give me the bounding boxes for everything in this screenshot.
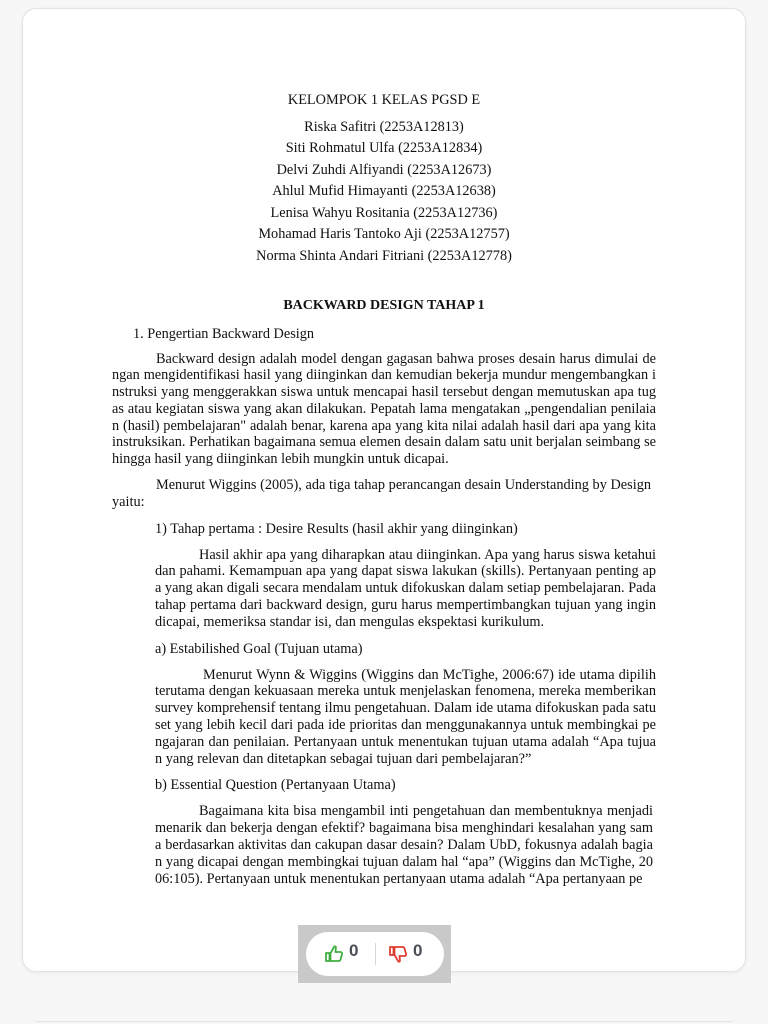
paragraph-wiggins: Menurut Wiggins (2005), ada tiga tahap perancangan desain Understanding by Design yaitu:: [112, 477, 651, 510]
subheading-goal: a) Estabilished Goal (Tujuan utama): [155, 640, 363, 657]
vote-bar: [298, 925, 451, 983]
section-title: BACKWARD DESIGN TAHAP 1: [283, 298, 485, 313]
paragraph-question: Bagaimana kita bisa mengambil inti pengetahuan dan membentuknya menjadi menarik dan bekerja dengan efektif? bagaimana bisa menghindari kesalahan yang sama berdasarkan aktivitas dan cakupan dasar desain? Dalam UbD, fokusnya adalah bagian yang dicapai dengan membingkai tujuan dalam hal “apa” (Wiggins dan McTighe, 2006:105). Pertanyaan untuk menentukan pertanyaan utama adalah “Apa pertanyaan pe: [155, 803, 653, 887]
thumbs-up-icon: [324, 945, 344, 963]
member-name: Delvi Zuhdi Alfiyandi (2253A12673): [276, 161, 492, 178]
stage-heading: 1) Tahap pertama : Desire Results (hasil akhir yang diinginkan): [155, 520, 518, 537]
member-list: [23, 117, 745, 268]
upvote-button[interactable]: [324, 932, 358, 976]
divider: [35, 1021, 733, 1022]
member-name: Siti Rohmatul Ulfa (2253A12834): [285, 140, 483, 156]
member-name: Riska Safitri (2253A12813): [304, 118, 464, 135]
member-name: Norma Shinta Andari Fitriani (2253A12778): [256, 247, 512, 264]
upvote-count: 0: [349, 941, 359, 960]
vote-divider: [375, 943, 376, 965]
thumbs-down-icon: [388, 945, 408, 963]
member-name: Lenisa Wahyu Rositania (2253A12736): [270, 204, 498, 221]
paragraph-goal: Menurut Wynn & Wiggins (Wiggins dan McTighe, 2006:67) ide utama dipilih terutama dengan kekuasaan mereka untuk menjelaskan fenomena, mereka memberikan survey komprehensif tentang ilmu pengetahuan. Dalam ide utama difokuskan pada satu set yang lebih kecil dari pada ide prioritas dan menggunakannya untuk membingkai pengajaran dan penilaian. Pertanyaan untuk menentukan tujuan utama adalah “Apa tujuan yang relevan dan ditetapkan sebagai tujuan dari pembelajaran?”: [155, 666, 656, 767]
downvote-count: 0: [413, 941, 423, 960]
downvote-button[interactable]: [388, 932, 422, 976]
paragraph-definition: Backward design adalah model dengan gagasan bahwa proses desain harus dimulai dengan mengidentifikasi hasil yang diinginkan dan kemudian bekerja mundur mengembangkan instruksi yang menggerakkan siswa untuk mencapai hasil tersebut dengan memutuskan apa tugas atau kegiatan siswa yang akan dilakukan. Pepatah lama mengatakan „pengendalian penilaian (hasil) pembelajaran" adalah benar, karena apa yang kita nilai adalah hasil dari apa yang kita instruksikan. Perhatikan bagaimana semua elemen desain dalam satu unit berjalan seimbang sehingga hasil yang diinginkan lebih mungkin untuk dicapai.: [112, 350, 656, 468]
member-name: Ahlul Mufid Himayanti (2253A12638): [272, 183, 496, 199]
subheading-question: b) Essential Question (Pertanyaan Utama): [155, 777, 396, 794]
vote-pill: [306, 932, 444, 976]
document-content: [23, 9, 745, 887]
numbered-heading: 1. Pengertian Backward Design: [133, 325, 315, 342]
document-page: [22, 8, 746, 972]
member-name: Mohamad Haris Tantoko Aji (2253A12757): [258, 226, 510, 242]
paragraph-stage-one: Hasil akhir apa yang diharapkan atau diinginkan. Apa yang harus siswa ketahui dan pahami. Kemampuan apa yang dapat siswa lakukan (skills). Pertanyaan penting apa yang akan digali secara mendalam untuk difokuskan dalam setiap pembelajaran. Pada tahap pertama dari backward design, guru harus mempertimbangkan tujuan yang ingin dicapai, memeriksa standar isi, dan mengulas ekspektasi kurikulum.: [155, 546, 656, 630]
group-title: KELOMPOK 1 KELAS PGSD E: [287, 92, 481, 108]
